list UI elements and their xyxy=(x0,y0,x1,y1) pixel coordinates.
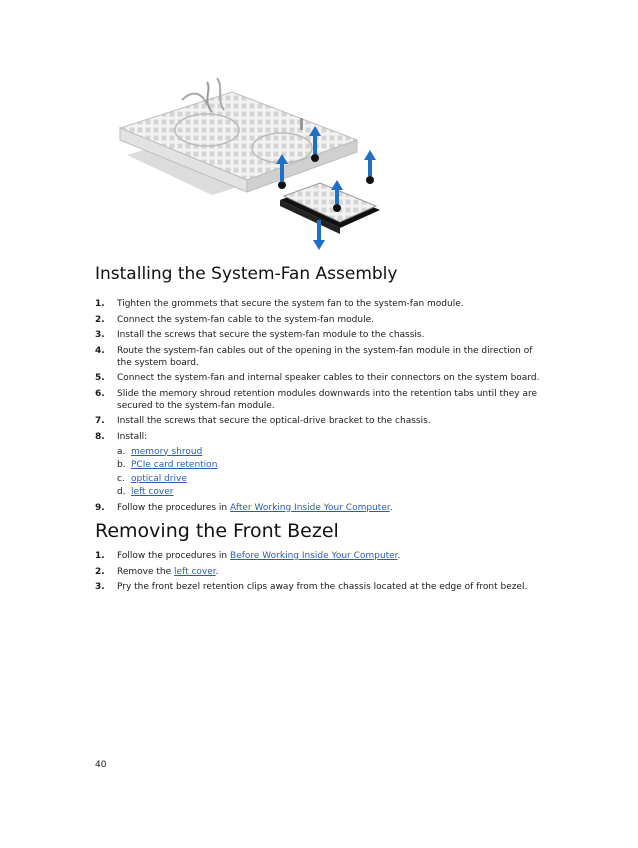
list-item xyxy=(95,502,550,514)
list-item xyxy=(95,388,550,412)
before-working-inside-link[interactable]: Before Working Inside Your Computer xyxy=(230,551,398,561)
sub-list-item xyxy=(117,446,550,458)
step-number: 4. xyxy=(95,345,105,356)
step-text: Connect the system-fan and internal speaker cables to their connectors on the system board. xyxy=(117,373,540,383)
optical-drive-link[interactable]: optical drive xyxy=(131,473,187,484)
memory-shroud-link[interactable]: memory shroud xyxy=(131,446,203,457)
step-text: Route the system-fan cables out of the opening in the system-fan module in the direction of the system board. xyxy=(117,345,533,368)
step-number: 2. xyxy=(95,314,105,325)
install-steps-list xyxy=(95,298,550,517)
list-item xyxy=(95,329,550,341)
step-text-after: . xyxy=(397,551,401,561)
step-text: Pry the front bezel retention clips away from the chassis located at the edge of front bezel. xyxy=(117,582,528,592)
sub-list-item xyxy=(117,473,550,485)
sub-letter: d. xyxy=(117,487,126,497)
step-text-after: . xyxy=(215,566,219,577)
sub-list-item xyxy=(117,459,550,471)
left-cover-link[interactable]: left cover xyxy=(131,487,174,497)
step-text-after: . xyxy=(389,502,393,513)
step-number: 1. xyxy=(95,551,105,561)
step-number: 6. xyxy=(95,388,105,399)
step-text-before: Follow the procedures in xyxy=(117,502,231,513)
step-text: Tighten the grommets that secure the system fan to the system-fan module. xyxy=(117,299,464,309)
step-number: 7. xyxy=(95,416,105,426)
list-item xyxy=(95,298,550,310)
step-text: Install: xyxy=(117,431,148,442)
list-item xyxy=(95,581,550,593)
after-working-inside-link[interactable]: After Working Inside Your Computer xyxy=(230,502,390,513)
step-text-before: Follow the procedures in xyxy=(117,551,231,561)
step-number: 2. xyxy=(95,566,105,577)
step-number: 1. xyxy=(95,299,105,309)
list-item xyxy=(95,415,550,427)
step-number: 9. xyxy=(95,502,105,513)
step-text: Install the screws that secure the system-fan module to the chassis. xyxy=(117,330,425,340)
step-text-before: Remove the xyxy=(117,566,175,577)
step-text: Connect the system-fan cable to the system-fan module. xyxy=(117,314,374,325)
list-item xyxy=(95,372,550,384)
step-number: 8. xyxy=(95,431,105,442)
list-item xyxy=(95,345,550,369)
remove-steps-list xyxy=(95,550,550,597)
system-fan-assembly-illustration xyxy=(112,70,392,255)
sub-letter: b. xyxy=(117,460,126,470)
left-cover-link[interactable]: left cover xyxy=(174,566,216,577)
section-heading-removing-front-bezel: Removing the Front Bezel xyxy=(95,520,339,542)
step-text: Slide the memory shroud retention modules downwards into the retention tabs until they are secured to the system-fan module. xyxy=(117,388,538,411)
step-text: Install the screws that secure the optical-drive bracket to the chassis. xyxy=(117,416,431,426)
list-item xyxy=(95,314,550,326)
page-number: 40 xyxy=(95,760,107,770)
sub-list-item xyxy=(117,486,550,498)
step-number: 3. xyxy=(95,582,105,592)
list-item xyxy=(95,566,550,578)
install-sublist xyxy=(117,446,550,499)
section-heading-installing-system-fan: Installing the System-Fan Assembly xyxy=(95,264,398,284)
step-number: 5. xyxy=(95,373,105,383)
sub-letter: a. xyxy=(117,446,126,457)
pcie-card-retention-link[interactable]: PCIe card retention xyxy=(131,460,218,470)
list-item xyxy=(95,550,550,562)
list-item xyxy=(95,431,550,499)
step-number: 3. xyxy=(95,330,105,340)
sub-letter: c. xyxy=(117,473,125,484)
